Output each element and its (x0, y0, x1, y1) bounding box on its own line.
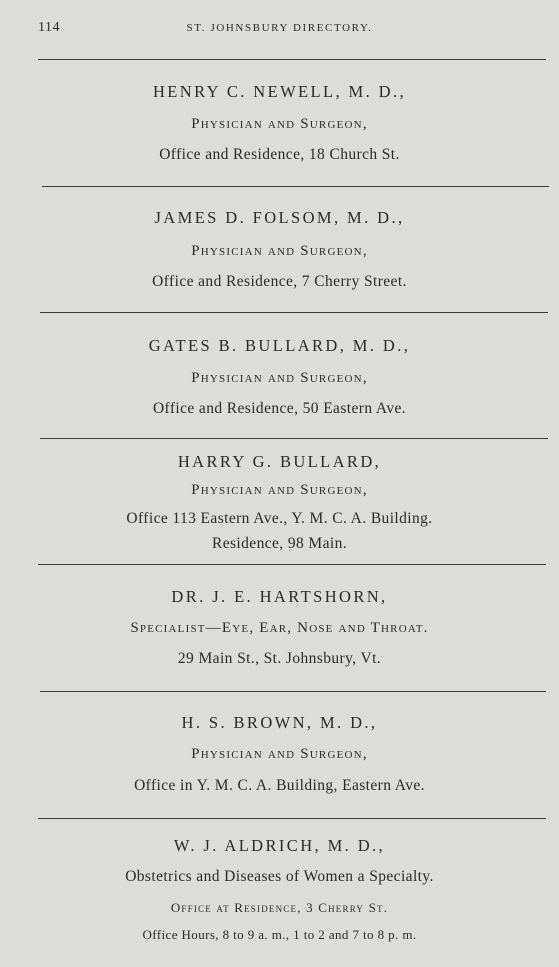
entry-address: 29 Main St., St. Johnsbury, Vt. (177, 650, 382, 667)
entry-residence: Residence, 98 Main. (211, 535, 347, 552)
entry-name: HENRY C. NEWELL, M. D., (152, 82, 407, 101)
running-head: ST. JOHNSBURY DIRECTORY. (186, 22, 373, 34)
entry-address: Office in Y. M. C. A. Building, Eastern Ave. (134, 777, 425, 794)
divider (38, 59, 546, 60)
entry-title: Physician and Surgeon, (191, 116, 368, 132)
entry-address: Office and Residence, 50 Eastern Ave. (152, 400, 407, 417)
page-number: 114 (38, 20, 60, 35)
divider (42, 186, 549, 187)
entry-name: DR. J. E. HARTSHORN, (171, 587, 388, 606)
divider (38, 818, 546, 819)
divider (40, 691, 546, 692)
divider (40, 438, 548, 439)
entry-office: Office at Residence, 3 Cherry St. (170, 900, 389, 915)
entry-title: Physician and Surgeon, (191, 746, 368, 762)
entry-name: H. S. BROWN, M. D., (181, 713, 378, 732)
entry-title: Physician and Surgeon, (191, 482, 368, 498)
entry-address: Office and Residence, 18 Church St. (159, 146, 400, 163)
entry-name: W. J. ALDRICH, M. D., (173, 836, 386, 855)
entry-address: Office and Residence, 7 Cherry Street. (152, 273, 407, 290)
entry-name: GATES B. BULLARD, M. D., (148, 336, 411, 355)
entry-name: JAMES D. FOLSOM, M. D., (154, 208, 405, 227)
entry-title: Physician and Surgeon, (191, 243, 368, 259)
divider (40, 312, 548, 313)
entry-title: Physician and Surgeon, (191, 370, 368, 386)
entry-address: Office 113 Eastern Ave., Y. M. C. A. Building. (126, 510, 433, 527)
entry-name: HARRY G. BULLARD, (177, 452, 382, 471)
divider (38, 564, 546, 565)
entry-hours: Office Hours, 8 to 9 a. m., 1 to 2 and 7 to 8 p. m. (142, 927, 417, 942)
entry-specialty: Obstetrics and Diseases of Women a Specialty. (125, 868, 434, 885)
entry-title: Specialist—Eye, Ear, Nose and Throat. (130, 620, 429, 636)
